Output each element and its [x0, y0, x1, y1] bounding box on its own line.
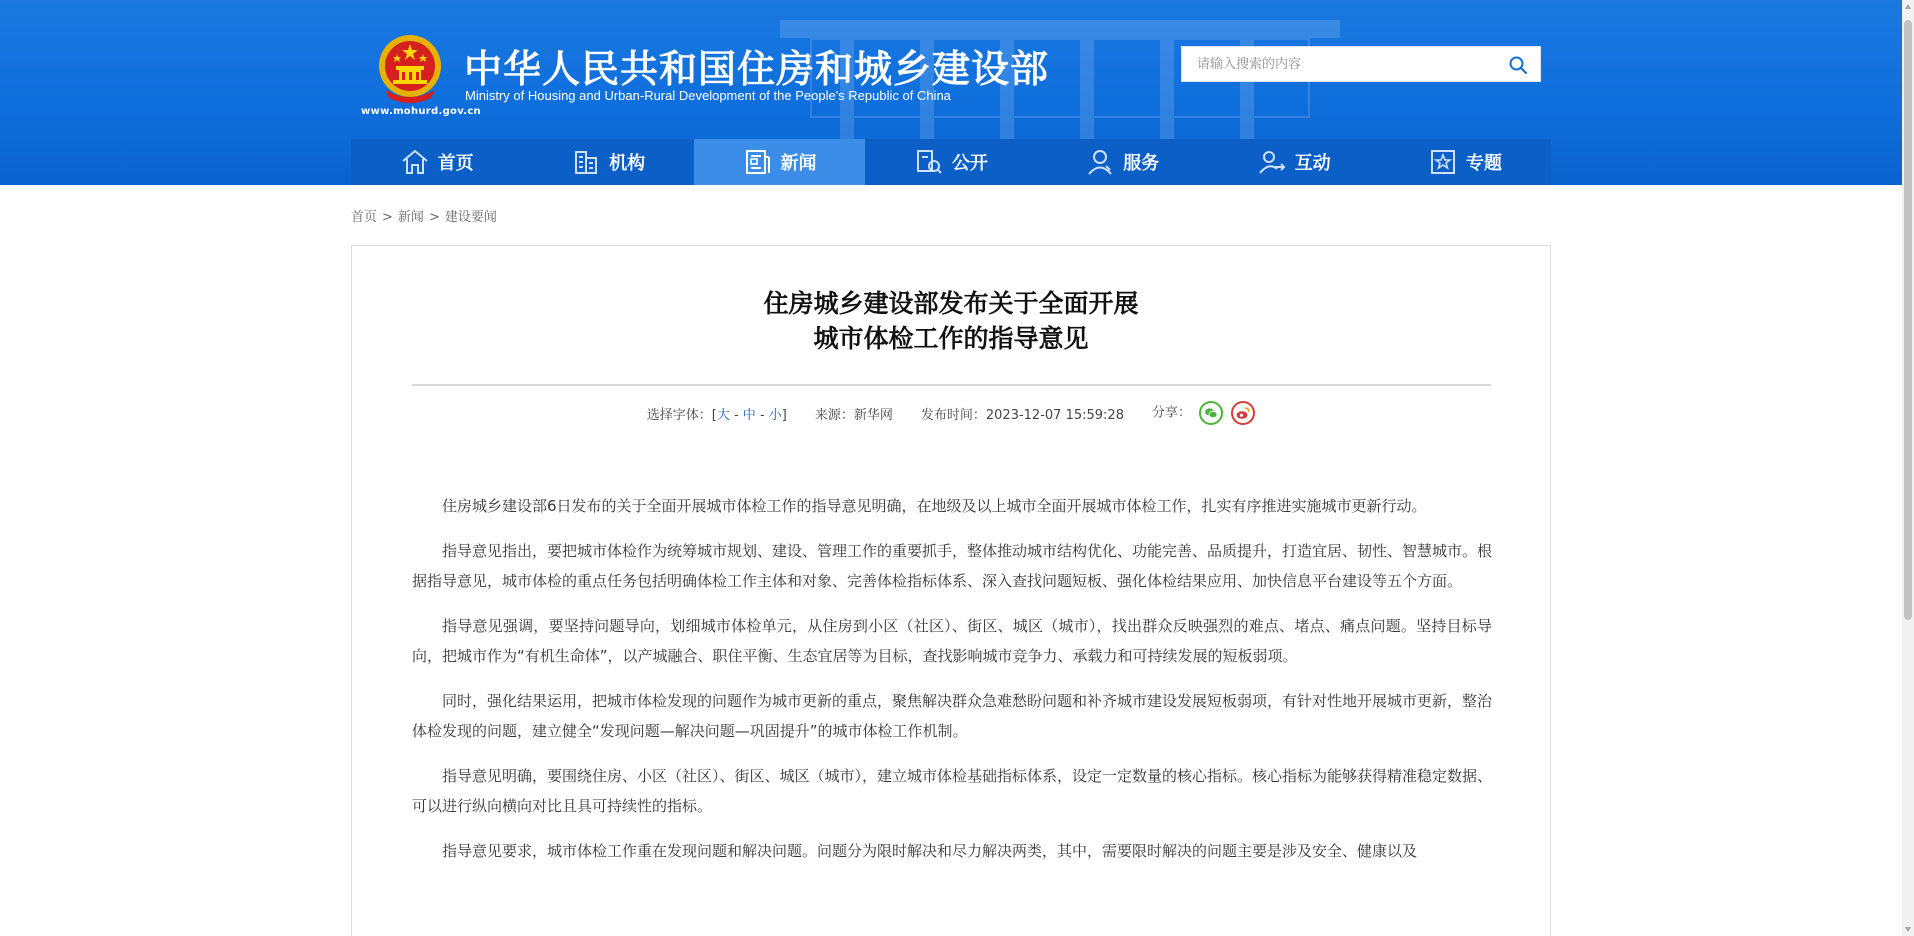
article-title: [352, 286, 1550, 356]
breadcrumb-current[interactable]: 建设要闻: [444, 210, 497, 225]
article-meta: [352, 401, 1550, 425]
page-scrollbar[interactable]: [1902, 0, 1914, 936]
weibo-share-icon[interactable]: [1231, 401, 1255, 425]
article-title-line1: 住房城乡建设部发布关于全面开展: [763, 289, 1139, 318]
scroll-up-arrow-icon[interactable]: [1902, 0, 1914, 14]
font-size-close: ]: [781, 407, 787, 423]
site-header: [0, 0, 1902, 185]
font-size-selector: 选择字体：[大 - 中 - 小]: [646, 407, 787, 423]
article-container: [351, 245, 1551, 936]
nav-item-news[interactable]: [694, 139, 865, 185]
nav-item-organization[interactable]: [522, 139, 693, 185]
wechat-share-icon[interactable]: [1199, 401, 1223, 425]
nav-label: 新闻: [780, 153, 817, 174]
article-source: 来源：新华网: [814, 407, 893, 423]
font-size-label: 选择字体：[: [646, 407, 717, 423]
article-paragraph: 指导意见指出，要把城市体检作为统筹城市规划、建设、管理工作的重要抓手，整体推动城市结构优化、功能完善、品质提升，打造宜居、韧性、智慧城市。根据指导意见，城市体检的重点任务包括明确体检工作主体和对象、完善体检指标体系、深入查找问题短板、强化体检结果应用、加快信息平台建设等五个方面。: [412, 542, 1493, 590]
site-url: www.mohurd.gov.cn: [361, 106, 481, 117]
main-nav: [351, 139, 1551, 185]
national-emblem-icon: [375, 32, 445, 104]
scrollbar-thumb[interactable]: [1904, 20, 1912, 620]
article-paragraph: 住房城乡建设部6日发布的关于全面开展城市体检工作的指导意见明确，在地级及以上城市全面开展城市体检工作，扎实有序推进实施城市更新行动。: [442, 497, 1427, 515]
building-icon: [571, 147, 601, 177]
nav-label: 专题: [1466, 153, 1503, 174]
article-body: [412, 491, 1492, 881]
scroll-down-arrow-icon[interactable]: [1902, 922, 1914, 936]
article-paragraph: 指导意见明确，要围绕住房、小区（社区）、街区、城区（城市），建立城市体检基础指标体系，设定一定数量的核心指标。核心指标为能够获得精准稳定数据、可以进行纵向横向对比且具可持续性的指标。: [412, 767, 1493, 815]
article-paragraph: 指导意见强调，要坚持问题导向，划细城市体检单元，从住房到小区（社区）、街区、城区（城市），找出群众反映强烈的难点、堵点、痛点问题。坚持目标导向，把城市作为“有机生命体”，以产城融合、职住平衡、生态宜居等为目标，查找影响城市竞争力、承载力和可持续发展的短板弱项。: [412, 617, 1492, 665]
article-paragraph: 指导意见要求，城市体检工作重在发现问题和解决问题。问题分为限时解决和尽力解决两类，其中，需要限时解决的问题主要是涉及安全、健康以及: [442, 842, 1418, 860]
search-input[interactable]: [1182, 47, 1492, 81]
nav-item-home[interactable]: [351, 139, 522, 185]
site-title-english: Ministry of Housing and Urban-Rural Development of the People's Republic of China: [465, 88, 951, 103]
font-medium-button[interactable]: 中: [742, 407, 756, 423]
breadcrumb: [351, 206, 497, 225]
home-icon: [400, 147, 430, 177]
breadcrumb-separator: >: [382, 210, 393, 225]
nav-label: 机构: [609, 153, 646, 174]
font-large-button[interactable]: 大: [716, 407, 730, 423]
news-icon: [742, 147, 772, 177]
share-area: [1152, 401, 1255, 425]
nav-item-interaction[interactable]: [1208, 139, 1379, 185]
breadcrumb-separator: >: [428, 210, 440, 225]
share-label: 分享：: [1151, 405, 1191, 421]
service-icon: [1085, 147, 1115, 177]
breadcrumb-home[interactable]: 首页: [351, 210, 378, 225]
publish-time: 发布时间：2023-12-07 15:59:28: [920, 407, 1124, 423]
nav-item-topic[interactable]: [1379, 139, 1550, 185]
article-title-line2: 城市体检工作的指导意见: [813, 324, 1089, 353]
public-icon: [914, 147, 944, 177]
font-small-button[interactable]: 小: [768, 407, 782, 423]
nav-item-service[interactable]: [1037, 139, 1208, 185]
topic-icon: [1428, 147, 1458, 177]
search-box: [1181, 46, 1541, 82]
nav-label: 首页: [437, 153, 474, 174]
interaction-icon: [1257, 147, 1287, 177]
site-title[interactable]: 中华人民共和国住房和城乡建设部: [464, 47, 1050, 91]
breadcrumb-news[interactable]: 新闻: [397, 210, 424, 225]
nav-label: 互动: [1294, 153, 1331, 174]
nav-label: 服务: [1123, 153, 1160, 174]
search-icon[interactable]: [1508, 55, 1528, 75]
title-divider: [412, 384, 1491, 386]
nav-item-public[interactable]: [865, 139, 1036, 185]
article-paragraph: 同时，强化结果运用，把城市体检发现的问题作为城市更新的重点，聚焦解决群众急难愁盼问题和补齐城市建设发展短板弱项，有针对性地开展城市更新，整治体检发现的问题，建立健全“发现问题—解决问题—巩固提升”的城市体检工作机制。: [412, 692, 1493, 740]
nav-label: 公开: [951, 153, 988, 174]
